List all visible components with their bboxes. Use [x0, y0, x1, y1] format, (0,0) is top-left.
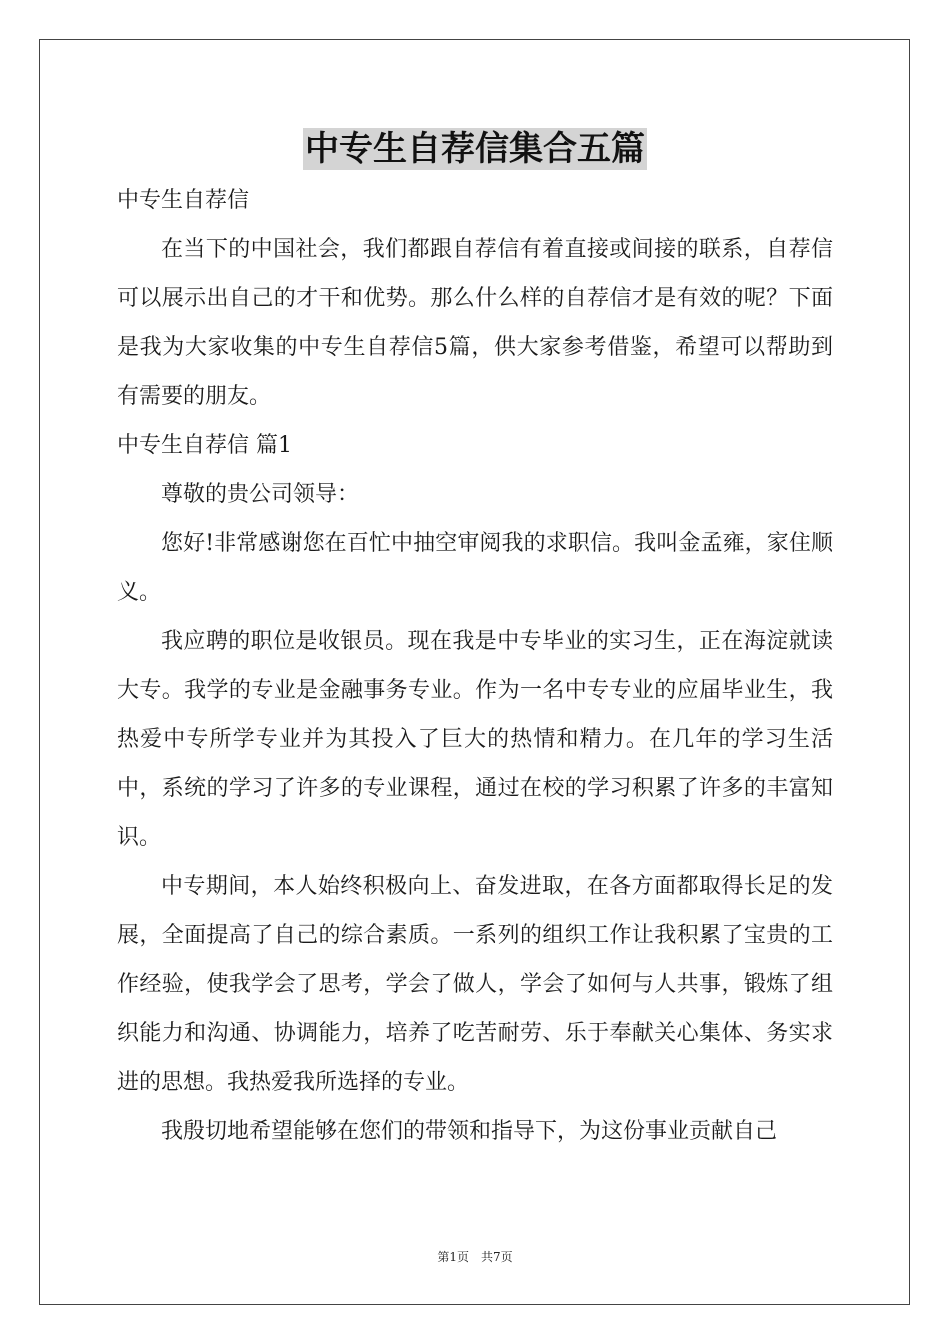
document-body [117, 176, 833, 1156]
body-paragraph: 尊敬的贵公司领导： [161, 482, 360, 507]
page-number: 第1页 共7页 [437, 1250, 513, 1264]
body-paragraph: 我应聘的职位是收银员。现在我是中专毕业的实习生，正在海淀就读大专。我学的专业是金融事务专业。作为一名中专专业的应届毕业生，我热爱中专所学专业并为其投入了巨大的热情和精力。在几年的学习生活中，系统的学习了许多的专业课程，通过在校的学习积累了许多的丰富知识。 [117, 629, 833, 850]
title-area [0, 128, 950, 170]
body-paragraph: 我殷切地希望能够在您们的带领和指导下，为这份事业贡献自己 [161, 1119, 778, 1144]
section-heading: 中专生自荐信 [117, 188, 250, 213]
body-paragraph: 您好!非常感谢您在百忙中抽空审阅我的求职信。我叫金孟雍，家住顺义。 [117, 531, 833, 605]
section-heading: 中专生自荐信 篇1 [117, 433, 292, 458]
document-title: 中专生自荐信集合五篇 [305, 129, 645, 169]
page-footer [0, 1248, 950, 1265]
body-paragraph: 在当下的中国社会，我们都跟自荐信有着直接或间接的联系，自荐信可以展示出自己的才干和优势。那么什么样的自荐信才是有效的呢？下面是我为大家收集的中专生自荐信5篇，供大家参考借鉴，希望可以帮助到有需要的朋友。 [117, 237, 833, 409]
body-paragraph: 中专期间，本人始终积极向上、奋发进取，在各方面都取得长足的发展，全面提高了自己的综合素质。一系列的组织工作让我积累了宝贵的工作经验，使我学会了思考，学会了做人，学会了如何与人共事，锻炼了组织能力和沟通、协调能力，培养了吃苦耐劳、乐于奉献关心集体、务实求进的思想。我热爱我所选择的专业。 [117, 874, 833, 1095]
